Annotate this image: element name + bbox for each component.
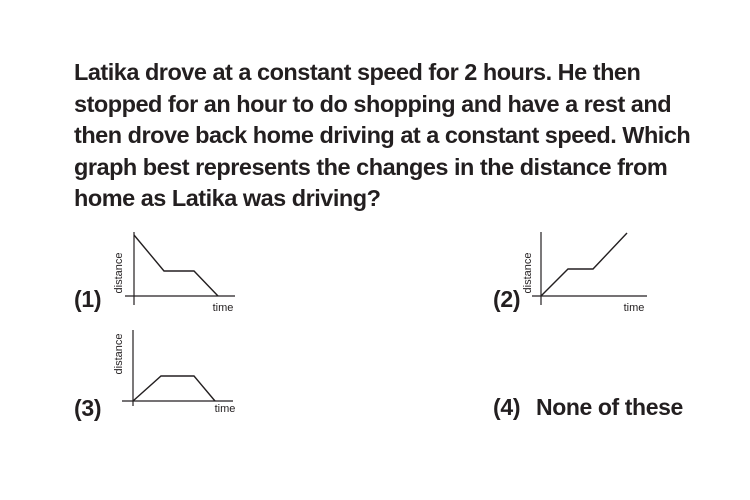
option-4-number: (4) xyxy=(493,394,521,420)
distance-line xyxy=(134,235,218,296)
y-axis-label: distance xyxy=(522,252,534,294)
question-text: Latika drove at a constant speed for 2 hours. He then stopped for an hour to do shopping and have a rest and then drove back home driving at a constant speed. Which graph best represents the changes in the distance from home as Latika was driving? xyxy=(74,59,691,211)
y-axis-label: distance xyxy=(113,252,125,294)
option-4-text: None of these xyxy=(536,394,683,420)
x-axis-label: time xyxy=(214,403,236,415)
option-3-graph xyxy=(110,324,250,419)
distance-line xyxy=(133,376,215,401)
option-3-number: (3) xyxy=(74,395,102,421)
y-axis-label: distance xyxy=(113,333,125,375)
option-1-number: (1) xyxy=(74,286,102,312)
distance-line xyxy=(541,233,627,296)
option-1-graph xyxy=(110,225,250,320)
x-axis-label: time xyxy=(212,302,234,314)
option-2-graph xyxy=(517,225,657,320)
option-2-number: (2) xyxy=(493,286,521,312)
x-axis-label: time xyxy=(623,302,645,314)
